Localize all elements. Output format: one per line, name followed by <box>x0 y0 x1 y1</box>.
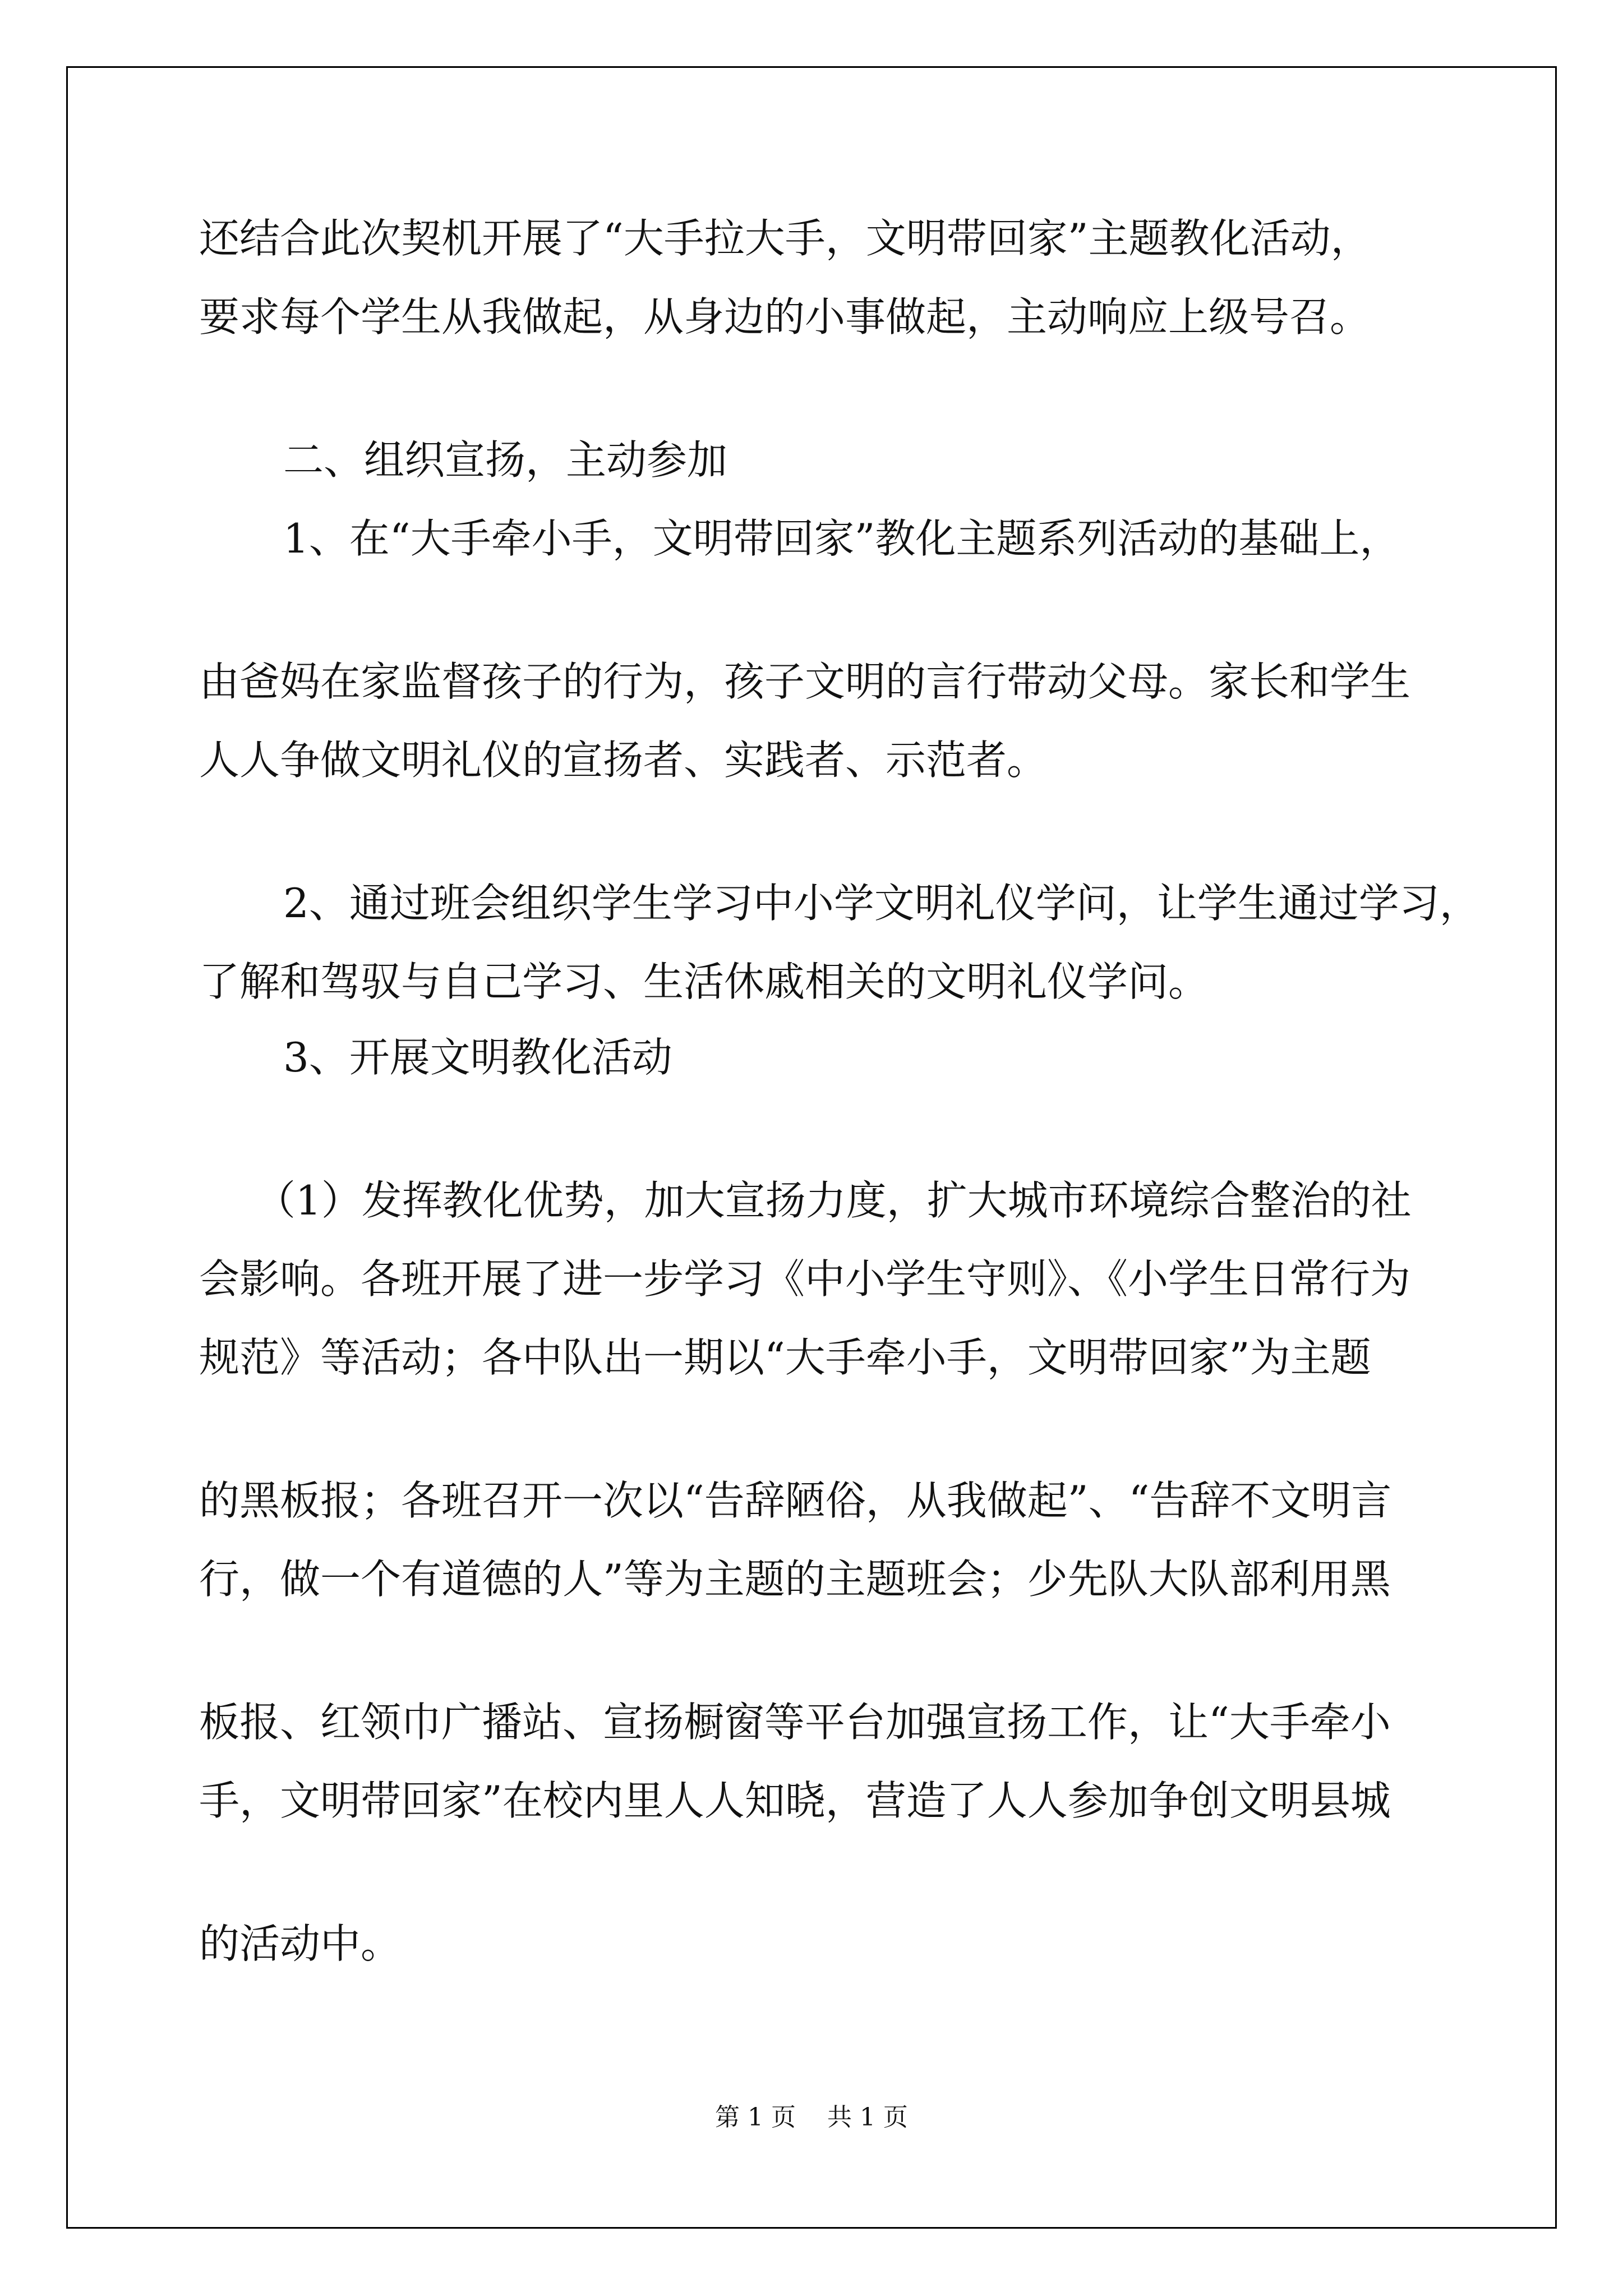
paragraph-line-17: 的活动中。 <box>199 1920 402 1967</box>
paragraph-line-13: 的黑板报；各班召开一次以“告辞陋俗，从我做起”、“告辞不文明言 <box>199 1477 1392 1524</box>
subheading-3: 3、开展文明教化活动 <box>283 1034 672 1081</box>
paragraph-line-8: 了解和驾驭与自己学习、生活休戚相关的文明礼仪学问。 <box>199 958 1209 1005</box>
paragraph-line-5: 由爸妈在家监督孩子的行为，孩子文明的言行带动父母。家长和学生 <box>199 658 1411 705</box>
paragraph-line-6: 人人争做文明礼仪的宣扬者、实践者、示范者。 <box>199 737 1048 784</box>
paragraph-line-10: （1）发挥教化优势，加大宣扬力度，扩大城市环境综合整治的社 <box>255 1177 1412 1224</box>
paragraph-line-11: 会影响。各班开展了进一步学习《中小学生守则》、《小学生日常行为 <box>199 1255 1411 1303</box>
paragraph-line-16: 手，文明带回家”在校内里人人知晓，营造了人人参加争创文明县城 <box>199 1777 1391 1824</box>
paragraph-line-14: 行，做一个有道德的人”等为主题的主题班会；少先队大队部利用黑 <box>199 1556 1391 1603</box>
paragraph-line-15: 板报、红领巾广播站、宣扬橱窗等平台加强宣扬工作，让“大手牵小 <box>199 1699 1391 1746</box>
paragraph-line-12: 规范》等活动；各中队出一期以“大手牵小手，文明带回家”为主题 <box>199 1334 1371 1381</box>
paragraph-line-2: 要求每个学生从我做起，从身边的小事做起，主动响应上级号召。 <box>199 293 1371 341</box>
paragraph-line-4: 1、在“大手牵小手，文明带回家”教化主题系列活动的基础上， <box>283 515 1400 562</box>
paragraph-line-7: 2、通过班会组织学生学习中小学文明礼仪学问，让学生通过学习， <box>283 880 1480 927</box>
section-heading-2: 二、组织宣扬，主动参加 <box>283 436 728 484</box>
page-border <box>66 66 1557 2229</box>
paragraph-line-1: 还结合此次契机开展了“大手拉大手，文明带回家”主题教化活动， <box>199 215 1371 262</box>
page-footer: 第 1 页 共 1 页 <box>715 2103 908 2132</box>
